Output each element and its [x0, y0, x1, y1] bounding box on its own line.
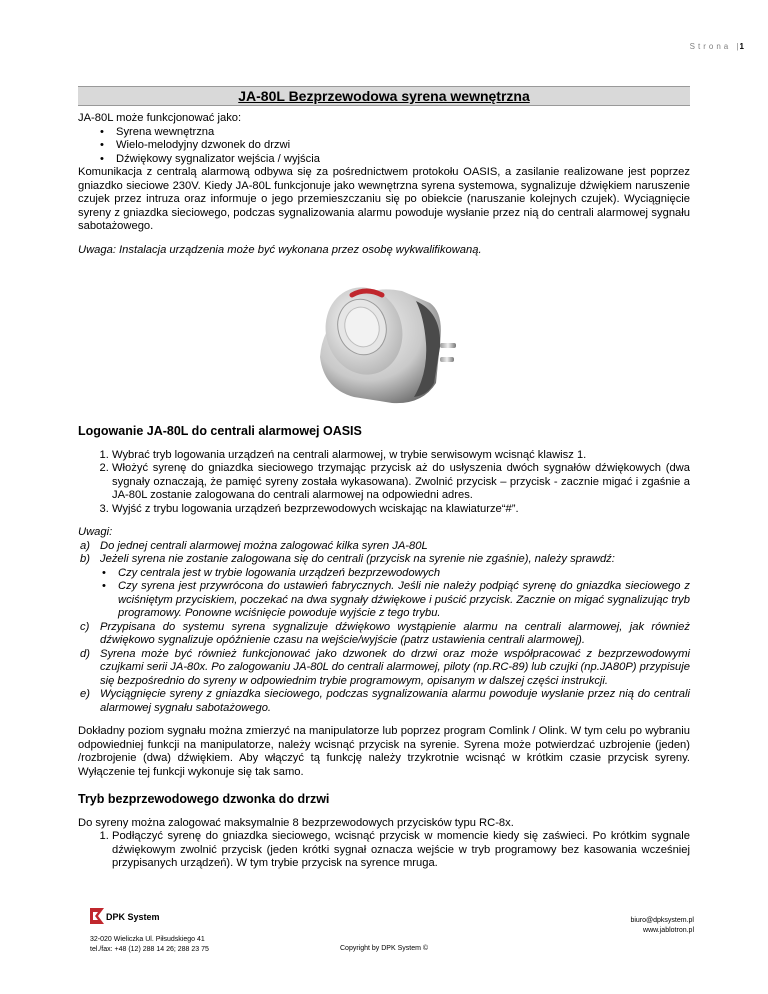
- note-text: Do jednej centrali alarmowej można zalogować kilka syren JA-80L: [100, 539, 428, 552]
- list-item: [78, 621, 690, 648]
- website-link[interactable]: www.jablotron.pl: [643, 927, 694, 934]
- section-heading-logging: Logowanie JA-80L do centrali alarmowej OASIS: [78, 424, 362, 438]
- phone-line: tel./fax: +48 (12) 288 14 26; 288 23 75: [90, 946, 209, 953]
- logo-text: DPK System: [106, 912, 160, 922]
- note-text: Jeżeli syrena nie zostanie zalogowana się do centrali (przycisk na syrenie nie zgaśnie), należy sprawdź:: [100, 553, 615, 565]
- list-item: 3. Wyjść z trybu logowania urządzeń bezprzewodowych wciskając na klawiaturze“#”.: [112, 503, 690, 517]
- title-bar: [78, 86, 690, 106]
- note-label: d): [80, 647, 90, 660]
- list-item: [78, 553, 690, 567]
- list-item: • Dźwiękowy sygnalizator wejścia / wyjścia: [96, 153, 690, 167]
- page-header: [690, 42, 744, 51]
- notes-list: [78, 540, 690, 567]
- notes-title: Uwagi:: [78, 526, 113, 538]
- document-body: [78, 112, 690, 871]
- page-number: 1: [739, 42, 744, 51]
- list-item: [78, 688, 690, 715]
- intro-paragraph: Komunikacja z centralą alarmową odbywa się za pośrednictwem protokołu OASIS, a zasilanie realizowane jest poprzez gniazdko sieciowe 230V. Kiedy JA-80L funkcjonuje jako wewnętrzna syrena systemowa, sygnalizuje dźwiękiem naruszenie czujek przez intruza oraz informuje o jego przemieszczaniu się po obiekcie (naruszanie kolejnych czujek). Wyciągnięcie syreny z gniazdka sieciowego, podczas sygnalizowania alarmu powoduje wysłanie przez nią do centrali alarmowej sygnału sabotażowego.: [78, 166, 690, 232]
- list-item: 2. Włożyć syrenę do gniazdka sieciowego trzymając przycisk aż do usłyszenia dwóch sygnałów dźwiękowych (dwa sygnały oznaczają, że pamięć syreny została wykasowana). Zwolnić przycisk – przycisk - zacznie migać i zgaśnie a JA-80L zostanie zalogowana do centrali alarmowej na odpowiedni adres.: [112, 462, 690, 503]
- page-footer: [0, 900, 768, 994]
- doorbell-lead: Do syreny można zalogować maksymalnie 8 bezprzewodowych przycisków typu RC-8x.: [78, 816, 514, 829]
- address-line: 32-020 Wieliczka Ul. Piłsudskiego 41: [90, 936, 205, 943]
- list-item: • Czy centrala jest w trybie logowania urządzeń bezprzewodowych: [78, 567, 690, 581]
- company-address: [90, 935, 209, 955]
- list-item: • Wielo-melodyjny dzwonek do drzwi: [96, 139, 690, 153]
- copyright: Copyright by DPK System ©: [340, 945, 429, 952]
- note-label: b): [80, 553, 90, 565]
- function-list: [78, 126, 690, 167]
- page-label: Strona: [689, 42, 732, 51]
- email-link[interactable]: biuro@dpksystem.pl: [630, 917, 694, 924]
- note-text: Przypisana do systemu syrena sygnalizuje dźwiękowo wystąpienie alarmu na centrali alarmowej, jak również dźwiękowo sygnalizuje opóźnienie czasu na wejście/wyjście (patrz ustawienia centrali alarmowej).: [100, 620, 690, 646]
- notes-list-cont: [78, 621, 690, 716]
- doorbell-steps: [78, 830, 690, 871]
- note-label: e): [80, 688, 90, 700]
- note-text: Syrena może być również funkcjonować jako dzwonek do drzwi oraz może współpracować z bezprzewodowymi czujkami serii JA-80x. Po zalogowaniu JA-80L do centrali alarmowej, piloty (np.RC-89) lub czujki (np.JA80P) przypisuje się bezpośrednio do syreny w odpowiednim trybie programowym, opisanym w dalszej części instrukcji.: [100, 647, 690, 687]
- note-label: a): [80, 539, 90, 552]
- header-separator: |: [736, 42, 739, 51]
- list-item: 1. Wybrać tryb logowania urządzeń na centrali alarmowej, w trybie serwisowym wcisnąć klawisz 1.: [112, 449, 690, 463]
- install-note: Uwaga: Instalacja urządzenia może być wykonana przez osobę wykwalifikowaną.: [78, 243, 482, 256]
- signal-paragraph: Dokładny poziom sygnału można zmierzyć na manipulatorze lub poprzez program Comlink / Olink. W tym celu po wybraniu odpowiedniej funkcji na manipulatorze, należy wcisnąć przycisk na syrenie. Syrena może potwierdzać uzbrojenie (jeden) /rozbrojenie (dwa) dźwiękiem. Aby włączyć tą funkcję należy trzykrotnie wcisnąć w krótkim czasie przycisk syreny. Wyłączenie tej funkcji wykonuje się tak samo.: [78, 725, 690, 778]
- document-title: JA-80L Bezprzewodowa syrena wewnętrzna: [238, 88, 530, 104]
- check-list: [78, 567, 690, 621]
- list-item: • Czy syrena jest przywrócona do ustawień fabrycznych. Jeśli nie należy podpiąć syrenę do gniazdka sieciowego z wciśniętym przyciskiem, poczekać na dwa sygnały dźwiękowe i puścić przycisk. Zacznie on migać sygnalizując tryb programowy. Ponowne wciśnięcie powoduje wyjście z tego trybu.: [78, 580, 690, 621]
- section-heading-doorbell: Tryb bezprzewodowego dzwonka do drzwi: [78, 792, 330, 806]
- intro-lead: JA-80L może funkcjonować jako:: [78, 112, 242, 124]
- list-item: • Syrena wewnętrzna: [96, 126, 690, 140]
- note-label: c): [80, 620, 90, 633]
- list-item: 1. Podłączyć syrenę do gniazdka sieciowego, wcisnąć przycisk w momencie kiedy się zaświeci. Po krótkim sygnale dźwiękowym zwolnić przycisk (jeden krótki sygnał oznacza wejście w tryb programowy bez kasowania wcześniej przypisanych urządzeń). W tym trybie przycisk na syrence mruga.: [112, 830, 690, 871]
- list-item: [78, 648, 690, 689]
- logging-steps: [78, 449, 690, 517]
- contact-info: [630, 916, 694, 936]
- list-item: [78, 540, 690, 554]
- siren-device-image: [302, 273, 458, 411]
- dpk-logo: [88, 906, 160, 926]
- note-text: Wyciągnięcie syreny z gniazdka sieciowego, podczas sygnalizowania alarmu powoduje wysłanie przez nią do centrali alarmowej sygnału sabotażowego.: [100, 688, 690, 714]
